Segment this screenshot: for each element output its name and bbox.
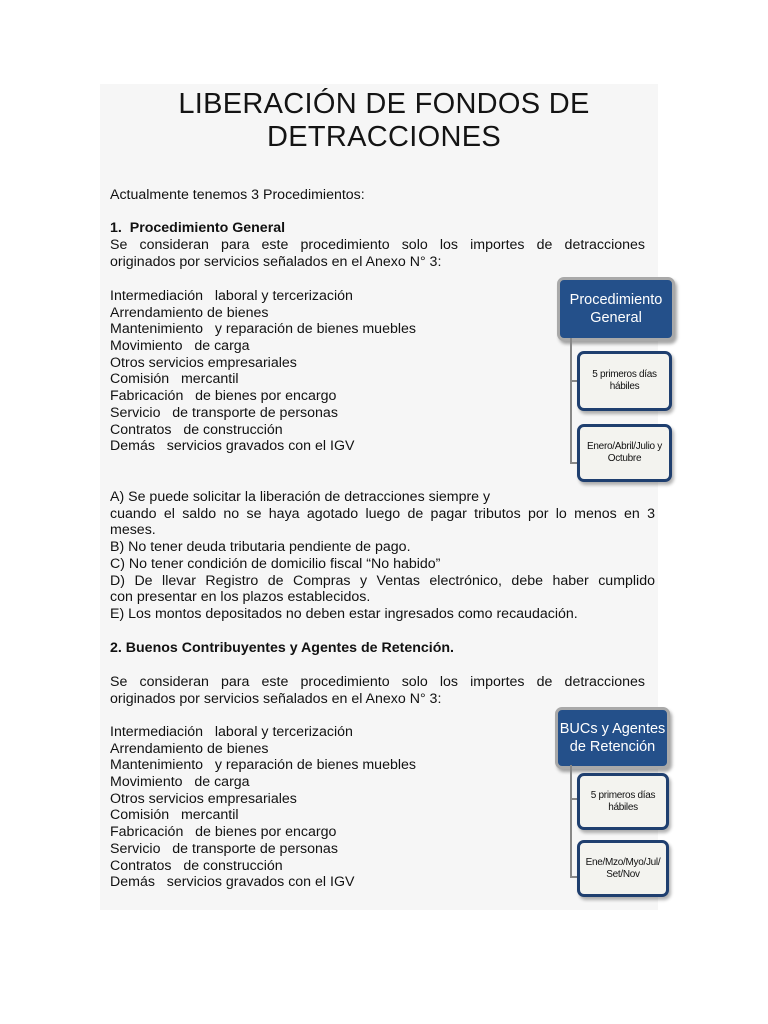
condition-line: A) Se puede solicitar la liberación de detracciones siempre y: [110, 489, 491, 505]
section-2-para-line-2: originados por servicios señalados en el Anexo N° 3:: [110, 691, 442, 707]
condition-line: E) Los montos depositados no deben estar ingresados como recaudación.: [110, 605, 578, 622]
title-line-1: LIBERACIÓN DE FONDOS DE: [178, 88, 590, 120]
diagram-2-head-box: BUCs y Agentes de Retención: [555, 707, 670, 769]
diagram-1-connector: [570, 338, 572, 463]
diagram-2-box-1: 5 primeros días hábiles: [577, 773, 669, 830]
service-item: Demás servicios gravados con el IGV: [110, 438, 355, 455]
service-item: Fabricación de bienes por encargo: [110, 824, 337, 841]
service-item: Contratos de construcción: [110, 857, 283, 874]
diagram-2-box-2: Ene/Mzo/Myo/Jul/ Set/Nov: [577, 840, 669, 897]
service-item: Comisión mercantil: [110, 807, 239, 824]
service-item: Mantenimiento y reparación de bienes muebles: [110, 321, 416, 338]
condition-line: con presentar en los plazos establecidos.: [110, 589, 371, 606]
service-item: Arrendamiento de bienes: [110, 304, 269, 321]
section-1-number: 1.: [110, 220, 122, 236]
condition-line: cuando el saldo no se haya agotado luego de pagar tributos por lo menos en 3: [110, 505, 655, 522]
diagram-2-connector: [570, 765, 572, 877]
service-item: Intermediación laboral y tercerización: [110, 288, 353, 304]
title-line-2: DETRACCIONES: [266, 121, 501, 153]
condition-line: B) No tener deuda tributaria pendiente de pago.: [110, 539, 411, 556]
section-1-title: Procedimiento General: [129, 220, 286, 236]
service-item: Demás servicios gravados con el IGV: [110, 874, 355, 891]
service-item: Otros servicios empresariales: [110, 790, 297, 807]
section-1-services-list: [110, 288, 416, 455]
section-1-heading: [110, 220, 285, 237]
service-item: Servicio de transporte de personas: [110, 840, 338, 857]
section-1-para-line-1: Se consideran para este procedimiento solo los importes de detracciones: [110, 237, 645, 253]
condition-line: C) No tener condición de domicilio fiscal “No habido”: [110, 555, 441, 572]
service-item: Contratos de construcción: [110, 421, 283, 438]
condition-line: meses.: [110, 522, 156, 539]
section-2-para-line-1: Se consideran para este procedimiento solo los importes de detracciones: [110, 674, 645, 690]
diagram-1-box-1: 5 primeros días hábiles: [577, 351, 672, 411]
intro-text: Actualmente tenemos 3 Procedimientos:: [110, 187, 365, 203]
service-item: Fabricación de bienes por encargo: [110, 388, 337, 405]
diagram-1-head-box: Procedimiento General: [557, 277, 675, 341]
service-item: Otros servicios empresariales: [110, 354, 297, 371]
service-item: Comisión mercantil: [110, 371, 239, 388]
service-item: Servicio de transporte de personas: [110, 404, 338, 421]
service-item: Arrendamiento de bienes: [110, 740, 269, 757]
section-1-conditions: [110, 489, 655, 623]
document-title: [110, 88, 658, 154]
section-1-para-line-2: originados por servicios señalados en el Anexo N° 3:: [110, 254, 442, 270]
service-item: Movimiento de carga: [110, 338, 250, 355]
section-2-services-list: [110, 724, 416, 891]
service-item: Movimiento de carga: [110, 774, 250, 791]
condition-line: D) De llevar Registro de Compras y Ventas electrónico, debe haber cumplido: [110, 572, 655, 589]
service-item: Mantenimiento y reparación de bienes muebles: [110, 757, 416, 774]
diagram-1-box-2: Enero/Abril/Julio y Octubre: [577, 424, 672, 482]
section-2-heading: 2. Buenos Contribuyentes y Agentes de Retención.: [110, 640, 454, 656]
service-item: Intermediación laboral y tercerización: [110, 724, 353, 740]
